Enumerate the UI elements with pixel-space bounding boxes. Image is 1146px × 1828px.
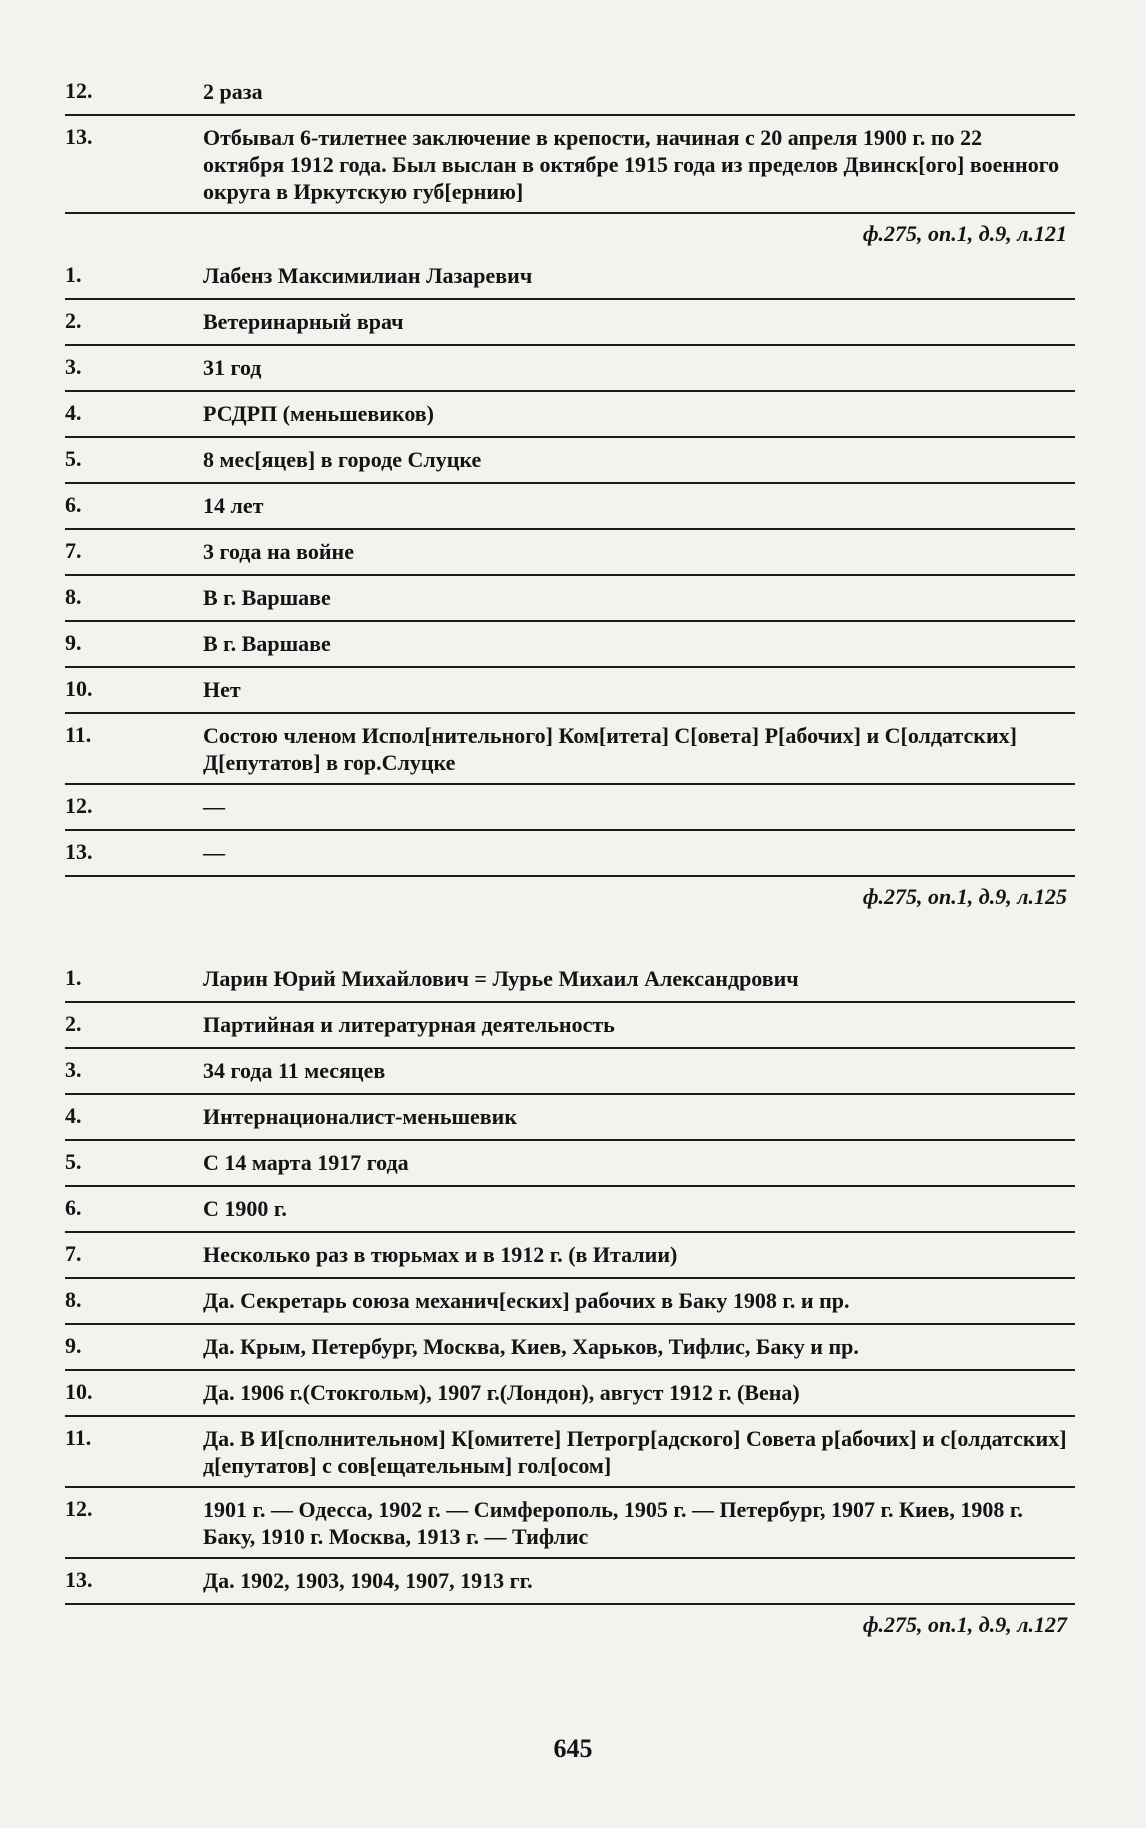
item-number: 4. — [65, 1103, 82, 1128]
item-answer: Да. 1902, 1903, 1904, 1907, 1913 гг. — [203, 1568, 533, 1593]
archive-reference: ф.275, оп.1, д.9, л.125 — [862, 884, 1067, 909]
page-number: 645 — [553, 1734, 593, 1763]
questionnaire-row — [65, 1233, 1075, 1279]
block-gap — [65, 917, 1075, 957]
item-number: 9. — [65, 630, 82, 655]
item-number: 10. — [65, 676, 93, 701]
questionnaire-row — [65, 1187, 1075, 1233]
questionnaire-row — [65, 957, 1075, 1003]
item-answer: 34 года 11 месяцев — [203, 1058, 386, 1083]
item-answer: 14 лет — [203, 493, 264, 518]
questionnaire-row — [65, 668, 1075, 714]
questionnaire-row — [65, 831, 1075, 877]
item-answer: Да. Секретарь союза механич[еских] рабочих в Баку 1908 г. и пр. — [203, 1288, 850, 1313]
questionnaire-row — [65, 70, 1075, 116]
questionnaire-row — [65, 1371, 1075, 1417]
item-number: 9. — [65, 1333, 82, 1358]
questionnaire-row — [65, 1417, 1075, 1488]
item-answer: 8 мес[яцев] в городе Слуцке — [203, 447, 482, 472]
item-number: 6. — [65, 492, 82, 517]
item-number: 3. — [65, 354, 82, 379]
item-number: 8. — [65, 584, 82, 609]
item-answer: 31 год — [203, 355, 262, 380]
questionnaire-row — [65, 1003, 1075, 1049]
questionnaire-row — [65, 254, 1075, 300]
questionnaire-row — [65, 576, 1075, 622]
item-answer: Ларин Юрий Михайлович = Лурье Михаил Александрович — [203, 966, 799, 991]
item-answer: Нет — [203, 677, 241, 702]
item-number: 11. — [65, 722, 92, 747]
questionnaire-row — [65, 1488, 1075, 1559]
item-number: 13. — [65, 839, 93, 864]
item-answer: — — [203, 840, 225, 865]
item-answer: Да. Крым, Петербург, Москва, Киев, Харьков, Тифлис, Баку и пр. — [203, 1334, 859, 1359]
questionnaire-row — [65, 392, 1075, 438]
item-number: 7. — [65, 538, 82, 563]
item-number: 12. — [65, 793, 93, 818]
questionnaire-row — [65, 116, 1075, 214]
item-answer: В г. Варшаве — [203, 631, 331, 656]
questionnaire-content — [65, 70, 1075, 1645]
item-number: 1. — [65, 965, 82, 990]
item-answer: С 14 марта 1917 года — [203, 1150, 409, 1175]
item-answer: Да. 1906 г.(Стокгольм), 1907 г.(Лондон), август 1912 г. (Вена) — [203, 1380, 800, 1405]
questionnaire-row — [65, 1049, 1075, 1095]
item-answer: Интернационалист-меньшевик — [203, 1104, 518, 1129]
item-answer: РСДРП (меньшевиков) — [203, 401, 435, 426]
item-number: 8. — [65, 1287, 82, 1312]
item-number: 13. — [65, 124, 93, 149]
item-number: 11. — [65, 1425, 92, 1450]
item-number: 1. — [65, 262, 82, 287]
item-number: 12. — [65, 78, 93, 103]
item-number: 10. — [65, 1379, 93, 1404]
questionnaire-row — [65, 438, 1075, 484]
item-number: 6. — [65, 1195, 82, 1220]
item-answer: 2 раза — [203, 79, 263, 104]
item-answer: Несколько раз в тюрьмах и в 1912 г. (в Италии) — [203, 1242, 678, 1267]
questionnaire-row — [65, 785, 1075, 831]
questionnaire-row — [65, 1095, 1075, 1141]
item-number: 3. — [65, 1057, 82, 1082]
item-answer: 1901 г. — Одесса, 1902 г. — Симферополь, 1905 г. — Петербург, 1907 г. Киев, 1908 г. Баку, 1910 г. Москва, 1913 г. — Тифлис — [203, 1497, 1023, 1549]
item-answer: В г. Варшаве — [203, 585, 331, 610]
item-number: 4. — [65, 400, 82, 425]
questionnaire-row — [65, 1141, 1075, 1187]
questionnaire-row — [65, 346, 1075, 392]
item-answer: 3 года на войне — [203, 539, 354, 564]
questionnaire-row — [65, 1559, 1075, 1605]
item-answer: Состою членом Испол[нительного] Ком[итета] С[овета] Р[абочих] и С[олдатских] Д[епутатов] в гор.Слуцке — [203, 723, 1017, 775]
item-number: 7. — [65, 1241, 82, 1266]
item-answer: Да. В И[сполнительном] К[омитете] Петрогр[адского] Совета р[абочих] и с[олдатских] д[епутатов] с сов[ещательным] гол[осом] — [203, 1426, 1067, 1478]
questionnaire-row — [65, 300, 1075, 346]
item-number: 5. — [65, 1149, 82, 1174]
item-answer: Лабенз Максимилиан Лазаревич — [203, 263, 533, 288]
item-answer: Ветеринарный врач — [203, 309, 404, 334]
item-number: 5. — [65, 446, 82, 471]
questionnaire-row — [65, 530, 1075, 576]
item-answer: Отбывал 6-тилетнее заключение в крепости, начиная с 20 апреля 1900 г. по 22 октября 1912 года. Был выслан в октябре 1915 года из пределов Двинск[ого] военного округа в Иркутскую губ[ернию] — [203, 125, 1060, 204]
item-number: 2. — [65, 308, 82, 333]
questionnaire-row — [65, 1279, 1075, 1325]
questionnaire-row — [65, 714, 1075, 785]
item-answer: — — [203, 794, 225, 819]
questionnaire-row — [65, 1325, 1075, 1371]
questionnaire-row — [65, 484, 1075, 530]
item-number: 2. — [65, 1011, 82, 1036]
item-answer: С 1900 г. — [203, 1196, 287, 1221]
item-answer: Партийная и литературная деятельность — [203, 1012, 615, 1037]
archive-reference: ф.275, оп.1, д.9, л.127 — [862, 1612, 1067, 1637]
questionnaire-row — [65, 622, 1075, 668]
item-number: 12. — [65, 1496, 93, 1521]
archive-reference: ф.275, оп.1, д.9, л.121 — [862, 221, 1067, 246]
item-number: 13. — [65, 1567, 93, 1592]
